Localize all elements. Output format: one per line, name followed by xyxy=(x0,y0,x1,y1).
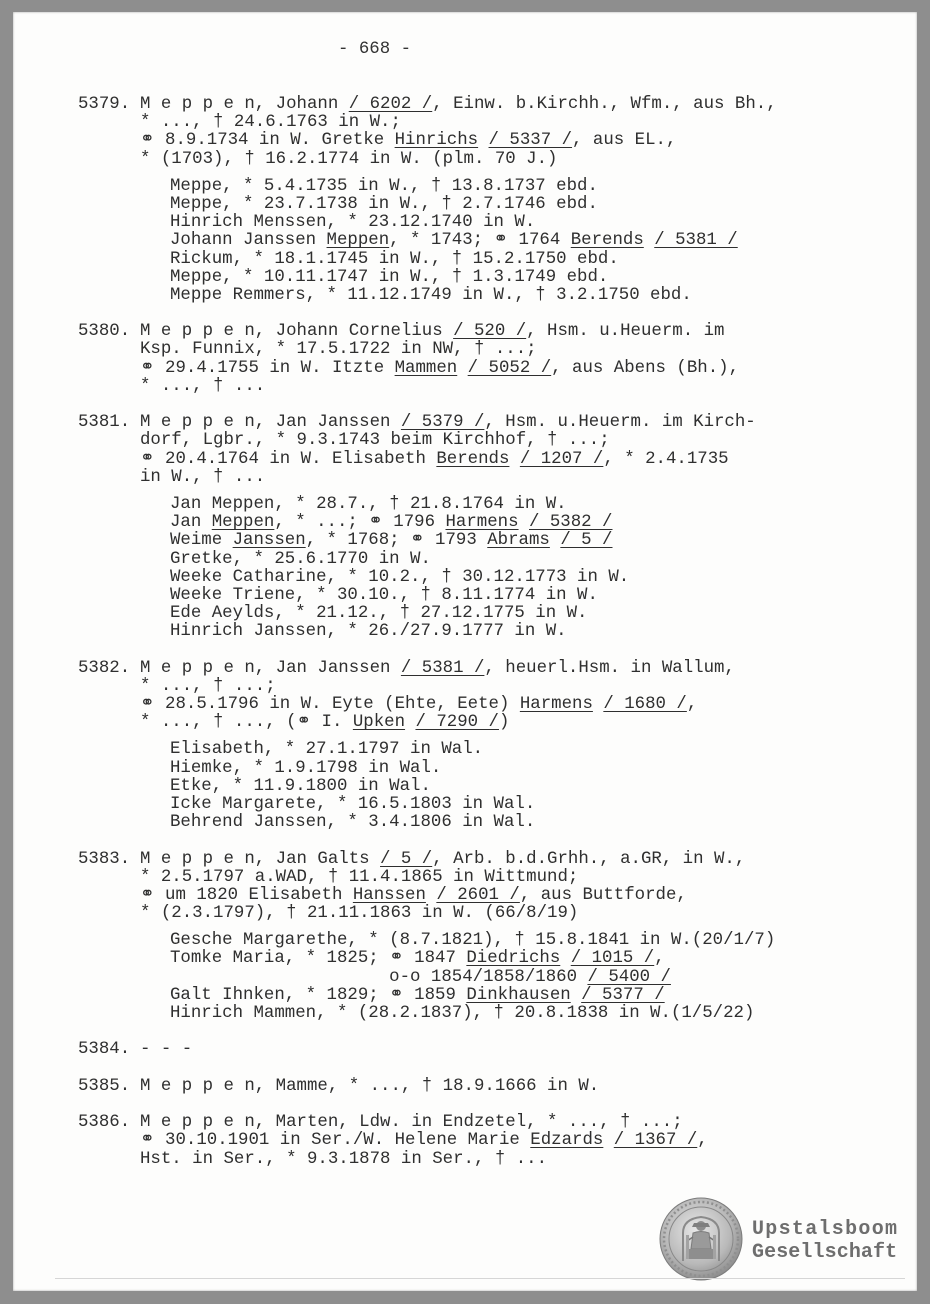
cross-reference: / 5 / xyxy=(380,849,433,869)
entry-text-block xyxy=(140,1041,908,1059)
cross-reference: / 7290 / xyxy=(415,713,499,733)
entry-number: 5380. xyxy=(78,322,131,342)
entry-number: 5382. xyxy=(78,658,131,678)
cross-reference: / 5052 / xyxy=(467,358,552,378)
child-line xyxy=(170,1005,908,1023)
text-segment: M e p p e n, Johann xyxy=(140,95,349,114)
entry-5381 xyxy=(78,414,908,641)
text-segment: ⚭ 8.9.1734 in W. Gretke xyxy=(140,131,395,151)
child-line xyxy=(170,623,908,641)
underlined-name: Hanssen xyxy=(352,885,426,905)
underlined-name: Meppen xyxy=(326,231,390,251)
cross-reference: / 5381 / xyxy=(654,231,738,251)
text-segment: Jan xyxy=(170,513,212,533)
cross-reference: / 2601 / xyxy=(436,885,520,905)
text-segment: M e p p e n, Jan Galts xyxy=(140,849,381,869)
child-line xyxy=(170,569,908,587)
text-segment: M e p p e n, Jan Janssen xyxy=(140,413,401,433)
text-segment: Hiemke, * 1.9.1798 in Wal. xyxy=(170,758,442,778)
entry-line xyxy=(140,1132,908,1150)
text-segment: Icke Margarete, * 16.5.1803 in Wal. xyxy=(170,794,536,814)
entry-text-block xyxy=(140,1114,908,1169)
text-segment: ⚭ 20.4.1764 in W. Elisabeth xyxy=(140,449,437,469)
underlined-name: Berends xyxy=(436,449,510,469)
entry-line xyxy=(140,323,908,341)
text-segment: * ..., † 24.6.1763 in W.; xyxy=(140,113,401,133)
text-segment: M e p p e n, Marten, Ldw. in Endzetel, * ..., † ...; xyxy=(140,1113,683,1133)
text-segment: , Arb. b.d.Grhh., a.GR, in W., xyxy=(432,849,746,869)
entry-line xyxy=(140,714,908,732)
entry-number: 5381. xyxy=(78,413,131,433)
cross-reference: / 520 / xyxy=(453,322,527,342)
text-segment: M e p p e n, Johann Cornelius xyxy=(140,322,454,342)
entry-text-block xyxy=(140,851,908,924)
child-line xyxy=(170,987,908,1005)
text-segment: , * 1768; ⚭ 1793 xyxy=(305,531,488,551)
entry-line xyxy=(140,1078,908,1096)
entry-5380 xyxy=(78,323,908,396)
child-line xyxy=(170,551,908,569)
child-line xyxy=(170,232,908,250)
text-segment: Jan Meppen, * 28.7., † 21.8.1764 in W. xyxy=(170,494,567,514)
space xyxy=(457,360,467,378)
text-segment: Tomke Maria, * 1825; ⚭ 1847 xyxy=(170,949,467,969)
cross-reference: / 5337 / xyxy=(488,131,573,151)
child-line xyxy=(170,932,908,950)
underlined-name: Hinrichs xyxy=(394,131,479,151)
space xyxy=(550,532,560,550)
entry-line xyxy=(140,96,908,114)
space xyxy=(509,451,519,469)
entry-line xyxy=(140,341,908,359)
child-line xyxy=(170,532,908,550)
children-list xyxy=(170,741,908,832)
entry-line xyxy=(140,151,908,169)
entry-line xyxy=(140,678,908,696)
entry-text-block xyxy=(140,414,908,487)
space xyxy=(644,232,654,250)
page-bottom-rule xyxy=(55,1278,905,1279)
entry-line xyxy=(140,414,908,432)
text-segment: , aus Abens (Bh.), xyxy=(551,358,740,378)
entry-line xyxy=(140,1041,908,1059)
space xyxy=(560,950,570,968)
space xyxy=(478,132,488,150)
text-segment: Johann Janssen xyxy=(170,231,327,251)
text-segment: * 2.5.1797 a.WAD, † 11.4.1865 in Wittmund; xyxy=(140,867,579,887)
entry-text-block xyxy=(140,660,908,733)
child-line xyxy=(170,605,908,623)
text-segment: Gesche Margarethe, * (8.7.1821), † 15.8.1841 in W.(20/1/7) xyxy=(170,931,776,951)
entry-line xyxy=(140,451,908,469)
child-line xyxy=(170,178,908,196)
text-segment: , Einw. b.Kirchh., Wfm., aus Bh., xyxy=(432,95,777,114)
cross-reference: / 6202 / xyxy=(348,95,433,114)
text-segment: Hst. in Ser., * 9.3.1878 in Ser., † ... xyxy=(140,1149,548,1169)
text-segment: Etke, * 11.9.1800 in Wal. xyxy=(170,776,431,796)
entry-line xyxy=(140,660,908,678)
text-segment: Ede Aeylds, * 21.12., † 27.12.1775 in W. xyxy=(170,604,588,624)
child-line xyxy=(170,796,908,814)
text-segment: M e p p e n, Jan Janssen xyxy=(140,658,401,678)
text-segment: , heuerl.Hsm. in Wallum, xyxy=(484,658,735,678)
seal-emblem xyxy=(659,1197,743,1281)
logo-text-upstalsboom: Upstalsboom xyxy=(752,1218,899,1241)
genealogy-register xyxy=(78,96,908,1187)
entry-number: 5379. xyxy=(78,95,131,114)
underlined-name: Edzards xyxy=(530,1131,604,1151)
cross-reference: / 5381 / xyxy=(400,658,485,678)
entry-line xyxy=(140,869,908,887)
text-segment: , * 2.4.1735 xyxy=(603,449,729,469)
entry-text-block xyxy=(140,96,908,169)
child-line xyxy=(170,514,908,532)
child-line xyxy=(170,587,908,605)
text-segment: Behrend Janssen, * 3.4.1806 in Wal. xyxy=(170,813,536,833)
entry-line xyxy=(140,1151,908,1169)
entry-line xyxy=(140,887,908,905)
child-line xyxy=(170,496,908,514)
entry-line xyxy=(140,469,908,487)
text-segment: Weeke Catharine, * 10.2., † 30.12.1773 in W. xyxy=(170,567,630,587)
underlined-name: Janssen xyxy=(232,531,306,551)
entry-number: 5385. xyxy=(78,1076,131,1096)
text-segment: , xyxy=(686,695,698,714)
underlined-name: Abrams xyxy=(487,531,550,551)
entry-line xyxy=(140,696,908,714)
space xyxy=(426,887,436,905)
underlined-name: Harmens xyxy=(445,513,519,533)
entry-5379 xyxy=(78,96,908,305)
underlined-name: Dinkhausen xyxy=(466,985,571,1005)
cross-reference: / 5377 / xyxy=(581,985,665,1005)
children-list xyxy=(170,178,908,305)
cross-reference: / 5379 / xyxy=(400,413,485,433)
entry-5386 xyxy=(78,1114,908,1169)
child-line xyxy=(170,214,908,232)
text-segment: - - - xyxy=(140,1040,193,1060)
text-segment: Hinrich Mammen, * (28.2.1837), † 20.8.1838 in W.(1/5/22) xyxy=(170,1004,755,1023)
space xyxy=(603,1132,613,1150)
text-segment: ⚭ 28.5.1796 in W. Eyte (Ehte, Eete) xyxy=(140,695,520,714)
child-line xyxy=(170,814,908,832)
space xyxy=(593,696,603,714)
text-segment: * ..., † ... xyxy=(140,376,266,396)
entry-number: 5384. xyxy=(78,1040,131,1060)
text-segment: Weime xyxy=(170,531,233,551)
entry-text-block xyxy=(140,323,908,396)
child-line xyxy=(170,196,908,214)
child-line xyxy=(170,778,908,796)
entry-line xyxy=(140,378,908,396)
space xyxy=(571,987,581,1005)
text-segment: * (2.3.1797), † 21.11.1863 in W. (66/8/19) xyxy=(140,904,579,924)
entry-text-block xyxy=(140,1078,908,1096)
underlined-name: Berends xyxy=(570,231,644,251)
entry-line xyxy=(140,132,908,150)
child-line xyxy=(170,251,908,269)
text-segment: Weeke Triene, * 30.10., † 8.11.1774 in W. xyxy=(170,585,598,605)
text-segment: in W., † ... xyxy=(140,467,266,487)
underlined-name: Harmens xyxy=(519,695,593,714)
entry-5383 xyxy=(78,851,908,1024)
text-segment: * ..., † ..., (⚭ I. xyxy=(140,713,353,733)
text-segment: Meppe Remmers, * 11.12.1749 in W., † 3.2.1750 ebd. xyxy=(170,285,692,305)
entry-line xyxy=(140,114,908,132)
entry-5385 xyxy=(78,1078,908,1096)
text-segment: ⚭ um 1820 Elisabeth xyxy=(140,885,353,905)
text-segment: * (1703), † 16.2.1774 in W. (plm. 70 J.) xyxy=(140,149,558,169)
children-list xyxy=(170,496,908,642)
text-segment: Meppe, * 10.11.1747 in W., † 1.3.1749 ebd. xyxy=(170,267,609,287)
text-segment: Meppe, * 23.7.1738 in W., † 2.7.1746 ebd. xyxy=(170,194,598,214)
text-segment: , * 1743; ⚭ 1764 xyxy=(389,231,571,251)
text-segment: M e p p e n, Mamme, * ..., † 18.9.1666 in W. xyxy=(140,1076,600,1096)
entry-line xyxy=(140,905,908,923)
underlined-name: Meppen xyxy=(211,513,275,533)
text-segment: , aus EL., xyxy=(572,131,677,151)
cross-reference: / 1367 / xyxy=(613,1131,698,1151)
entry-line xyxy=(140,851,908,869)
text-segment: ⚭ 29.4.1755 in W. Itzte xyxy=(140,358,395,378)
cross-reference: / 5382 / xyxy=(529,513,613,533)
text-segment: o-o 1854/1858/1860 xyxy=(389,967,588,987)
underlined-name: Mammen xyxy=(394,358,458,378)
entry-number: 5383. xyxy=(78,849,131,869)
child-line xyxy=(170,269,908,287)
text-segment: , xyxy=(654,949,665,969)
entry-line xyxy=(140,432,908,450)
entry-5382 xyxy=(78,660,908,833)
text-segment: Hinrich Janssen, * 26./27.9.1777 in W. xyxy=(170,622,567,642)
text-segment: ) xyxy=(498,713,510,733)
underlined-name: Diedrichs xyxy=(466,949,561,969)
underlined-name: Upken xyxy=(352,713,406,733)
logo-text-gesellschaft: Gesellschaft xyxy=(752,1241,898,1264)
cross-reference: / 5400 / xyxy=(587,967,671,987)
entry-line xyxy=(140,360,908,378)
text-segment: Gretke, * 25.6.1770 in W. xyxy=(170,549,431,569)
cross-reference: / 5 / xyxy=(560,531,613,551)
text-segment: , * ...; ⚭ 1796 xyxy=(274,513,446,533)
child-line xyxy=(170,287,908,305)
entry-line xyxy=(140,1114,908,1132)
cross-reference: / 1680 / xyxy=(603,695,687,714)
text-segment: Ksp. Funnix, * 17.5.1722 in NW, † ...; xyxy=(140,340,537,360)
cross-reference: / 1207 / xyxy=(519,449,604,469)
child-line xyxy=(170,741,908,759)
entry-5384 xyxy=(78,1041,908,1059)
text-segment: Hinrich Menssen, * 23.12.1740 in W. xyxy=(170,213,536,233)
text-segment: , aus Buttforde, xyxy=(519,885,687,905)
space xyxy=(405,714,415,732)
text-segment: , xyxy=(697,1131,708,1151)
child-line-continuation xyxy=(170,969,908,987)
entry-number: 5386. xyxy=(78,1113,131,1133)
text-segment: Galt Ihnken, * 1829; ⚭ 1859 xyxy=(170,985,467,1005)
text-segment: * ..., † ...; xyxy=(140,676,276,696)
text-segment: Rickum, * 18.1.1745 in W., † 15.2.1750 ebd. xyxy=(170,249,619,269)
text-segment: dorf, Lgbr., * 9.3.1743 beim Kirchhof, † ...; xyxy=(140,431,610,451)
space xyxy=(519,514,529,532)
cross-reference: / 1015 / xyxy=(570,949,655,969)
page-number: - 668 - xyxy=(338,40,412,59)
text-segment: , Hsm. u.Heuerm. im Kirch- xyxy=(484,413,756,433)
children-list xyxy=(170,932,908,1023)
text-segment: , Hsm. u.Heuerm. im xyxy=(526,322,725,342)
text-segment: Elisabeth, * 27.1.1797 in Wal. xyxy=(170,740,484,760)
child-line xyxy=(170,950,908,968)
text-segment: Meppe, * 5.4.1735 in W., † 13.8.1737 ebd. xyxy=(170,176,598,196)
child-line xyxy=(170,760,908,778)
text-segment: ⚭ 30.10.1901 in Ser./W. Helene Marie xyxy=(140,1131,531,1151)
